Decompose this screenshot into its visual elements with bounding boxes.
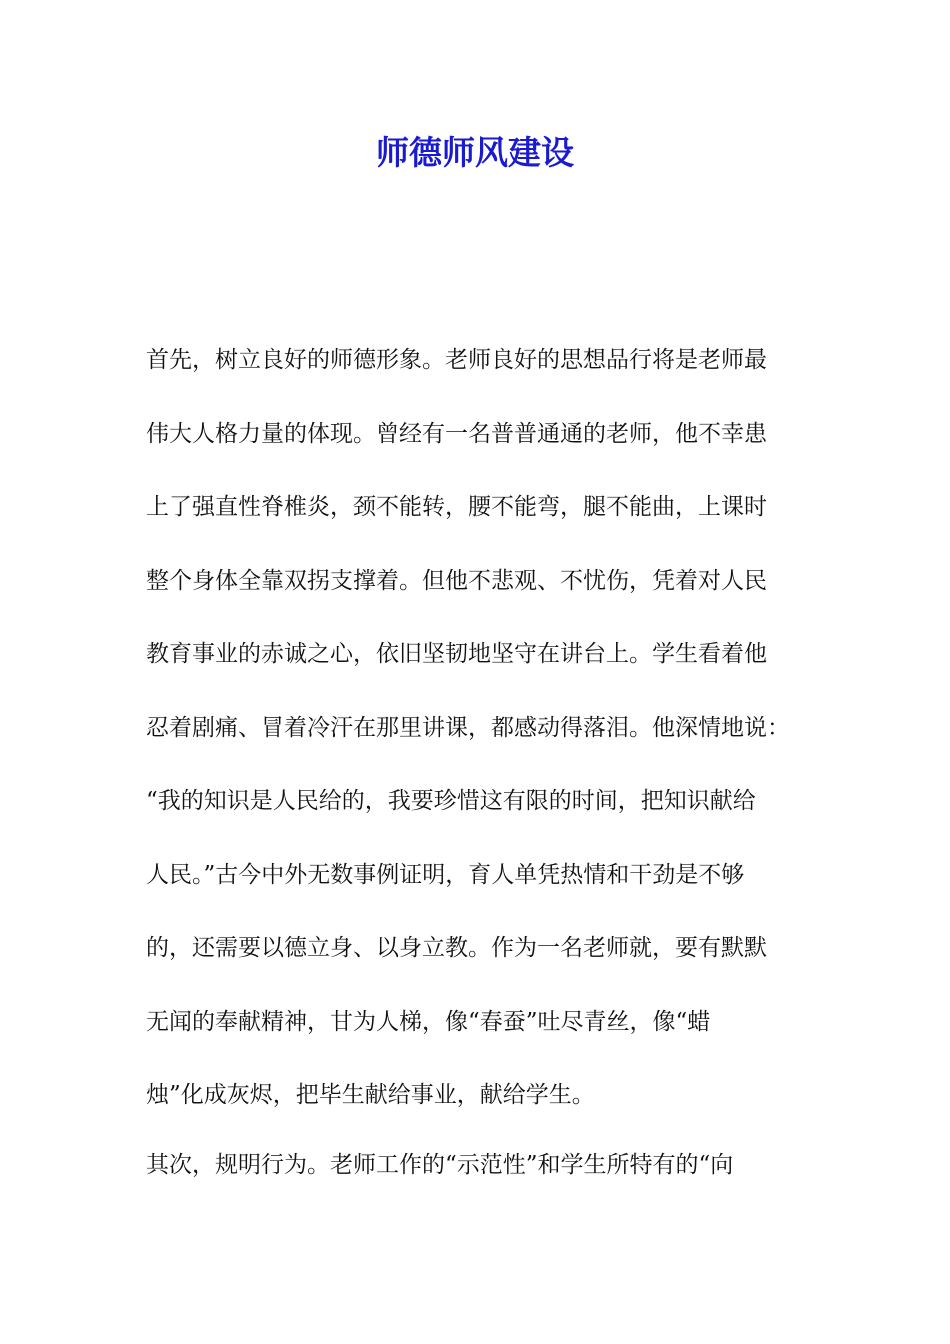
body-line: 上了强直性脊椎炎，颈不能转，腰不能弯，腿不能曲，上课时: [146, 494, 767, 520]
body-line: 忍着剧痛、冒着冷汗在那里讲课，都感动得落泪。他深情地说：: [146, 714, 790, 741]
document-title: 师德师风建设: [376, 133, 574, 172]
body-line: 首先，树立良好的师德形象。老师良好的思想品行将是老师最: [146, 347, 767, 373]
body-line: 无闻的奉献精神，甘为人梯，像“春蚕”吐尽青丝，像“蜡: [146, 1008, 711, 1035]
body-line: 烛”化成灰烬，把毕生献给事业，献给学生。: [146, 1082, 595, 1108]
body-line: 伟大人格力量的体现。曾经有一名普普通通的老师，他不幸患: [146, 420, 767, 447]
body-line: “我的知识是人民给的，我要珍惜这有限的时间，把知识献给: [146, 788, 756, 814]
document-body: [146, 336, 806, 1215]
body-line: 教育事业的赤诚之心，依旧坚韧地坚守在讲台上。学生看着他: [146, 641, 767, 667]
body-line: 人民。”古今中外无数事例证明，育人单凭热情和干劲是不够: [146, 861, 745, 888]
body-line: 其次，规明行为。老师工作的“示范性”和学生所特有的“向: [146, 1152, 734, 1178]
body-line: 的，还需要以德立身、以身立教。作为一名老师就，要有默默: [146, 935, 767, 961]
body-line: 整个身体全靠双拐支撑着。但他不悲观、不忧伤，凭着对人民: [146, 567, 767, 594]
